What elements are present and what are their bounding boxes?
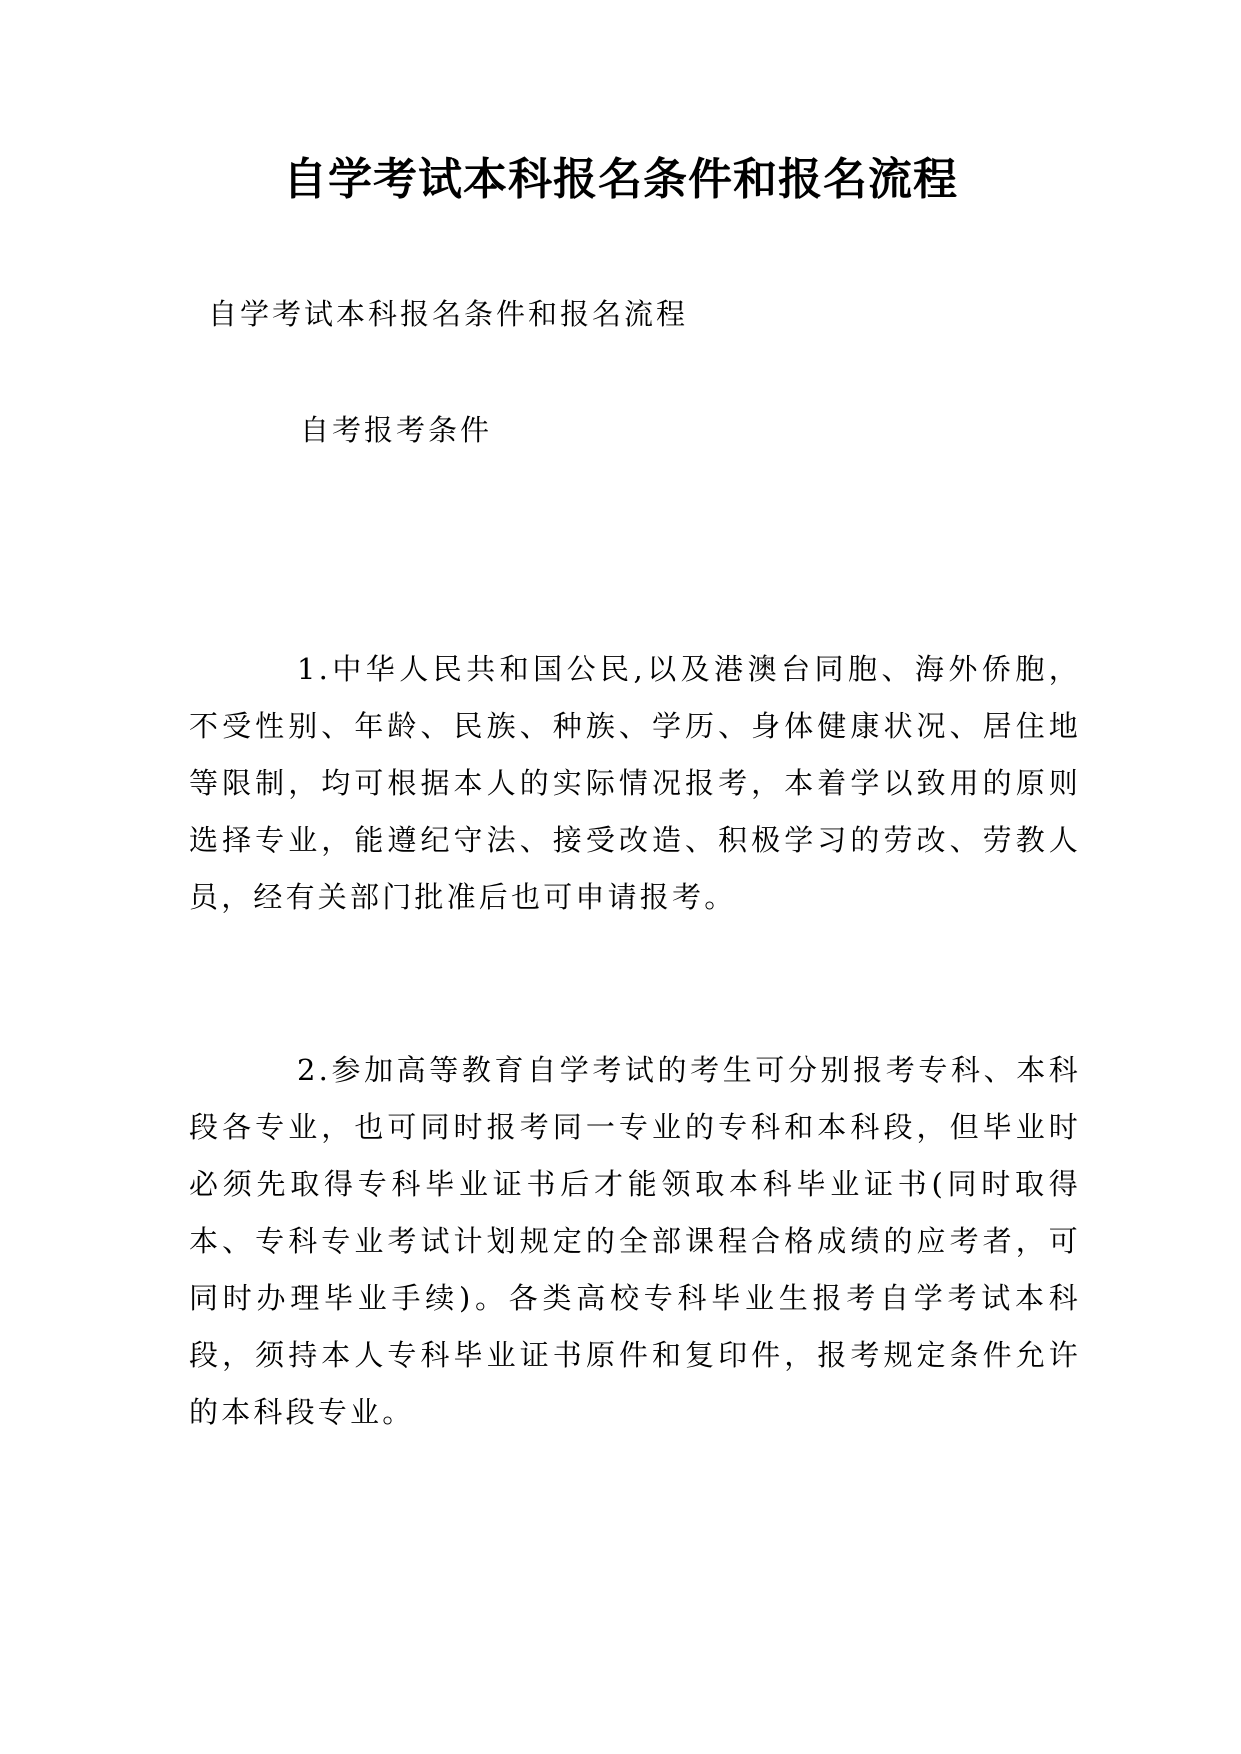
document-subtitle: 自学考试本科报名条件和报名流程 xyxy=(208,297,689,331)
document-title: 自学考试本科报名条件和报名流程 xyxy=(283,154,958,205)
paragraph-condition-2: 2.参加高等教育自学考试的考生可分别报考专科、本科段各专业，也可同时报考同一专业的专科和本科段，但毕业时必须先取得专科毕业证书后才能领取本科毕业证书(同时取得本、专科专业考试计划规定的全部课程合格成绩的应考者，可同时办理毕业手续)。各类高校专科毕业生报考自学考试本科段，须持本人专科毕业证书原件和复印件，报考规定条件允许的本科段专业。 xyxy=(189,1053,1081,1429)
paragraph-condition-1: 1.中华人民共和国公民,以及港澳台同胞、海外侨胞，不受性别、年龄、民族、种族、学历、身体健康状况、居住地等限制，均可根据本人的实际情况报考，本着学以致用的原则选择专业，能遵纪守法、接受改造、积极学习的劳改、劳教人员，经有关部门批准后也可申请报考。 xyxy=(189,652,1081,914)
section-heading: 自考报考条件 xyxy=(300,413,493,447)
